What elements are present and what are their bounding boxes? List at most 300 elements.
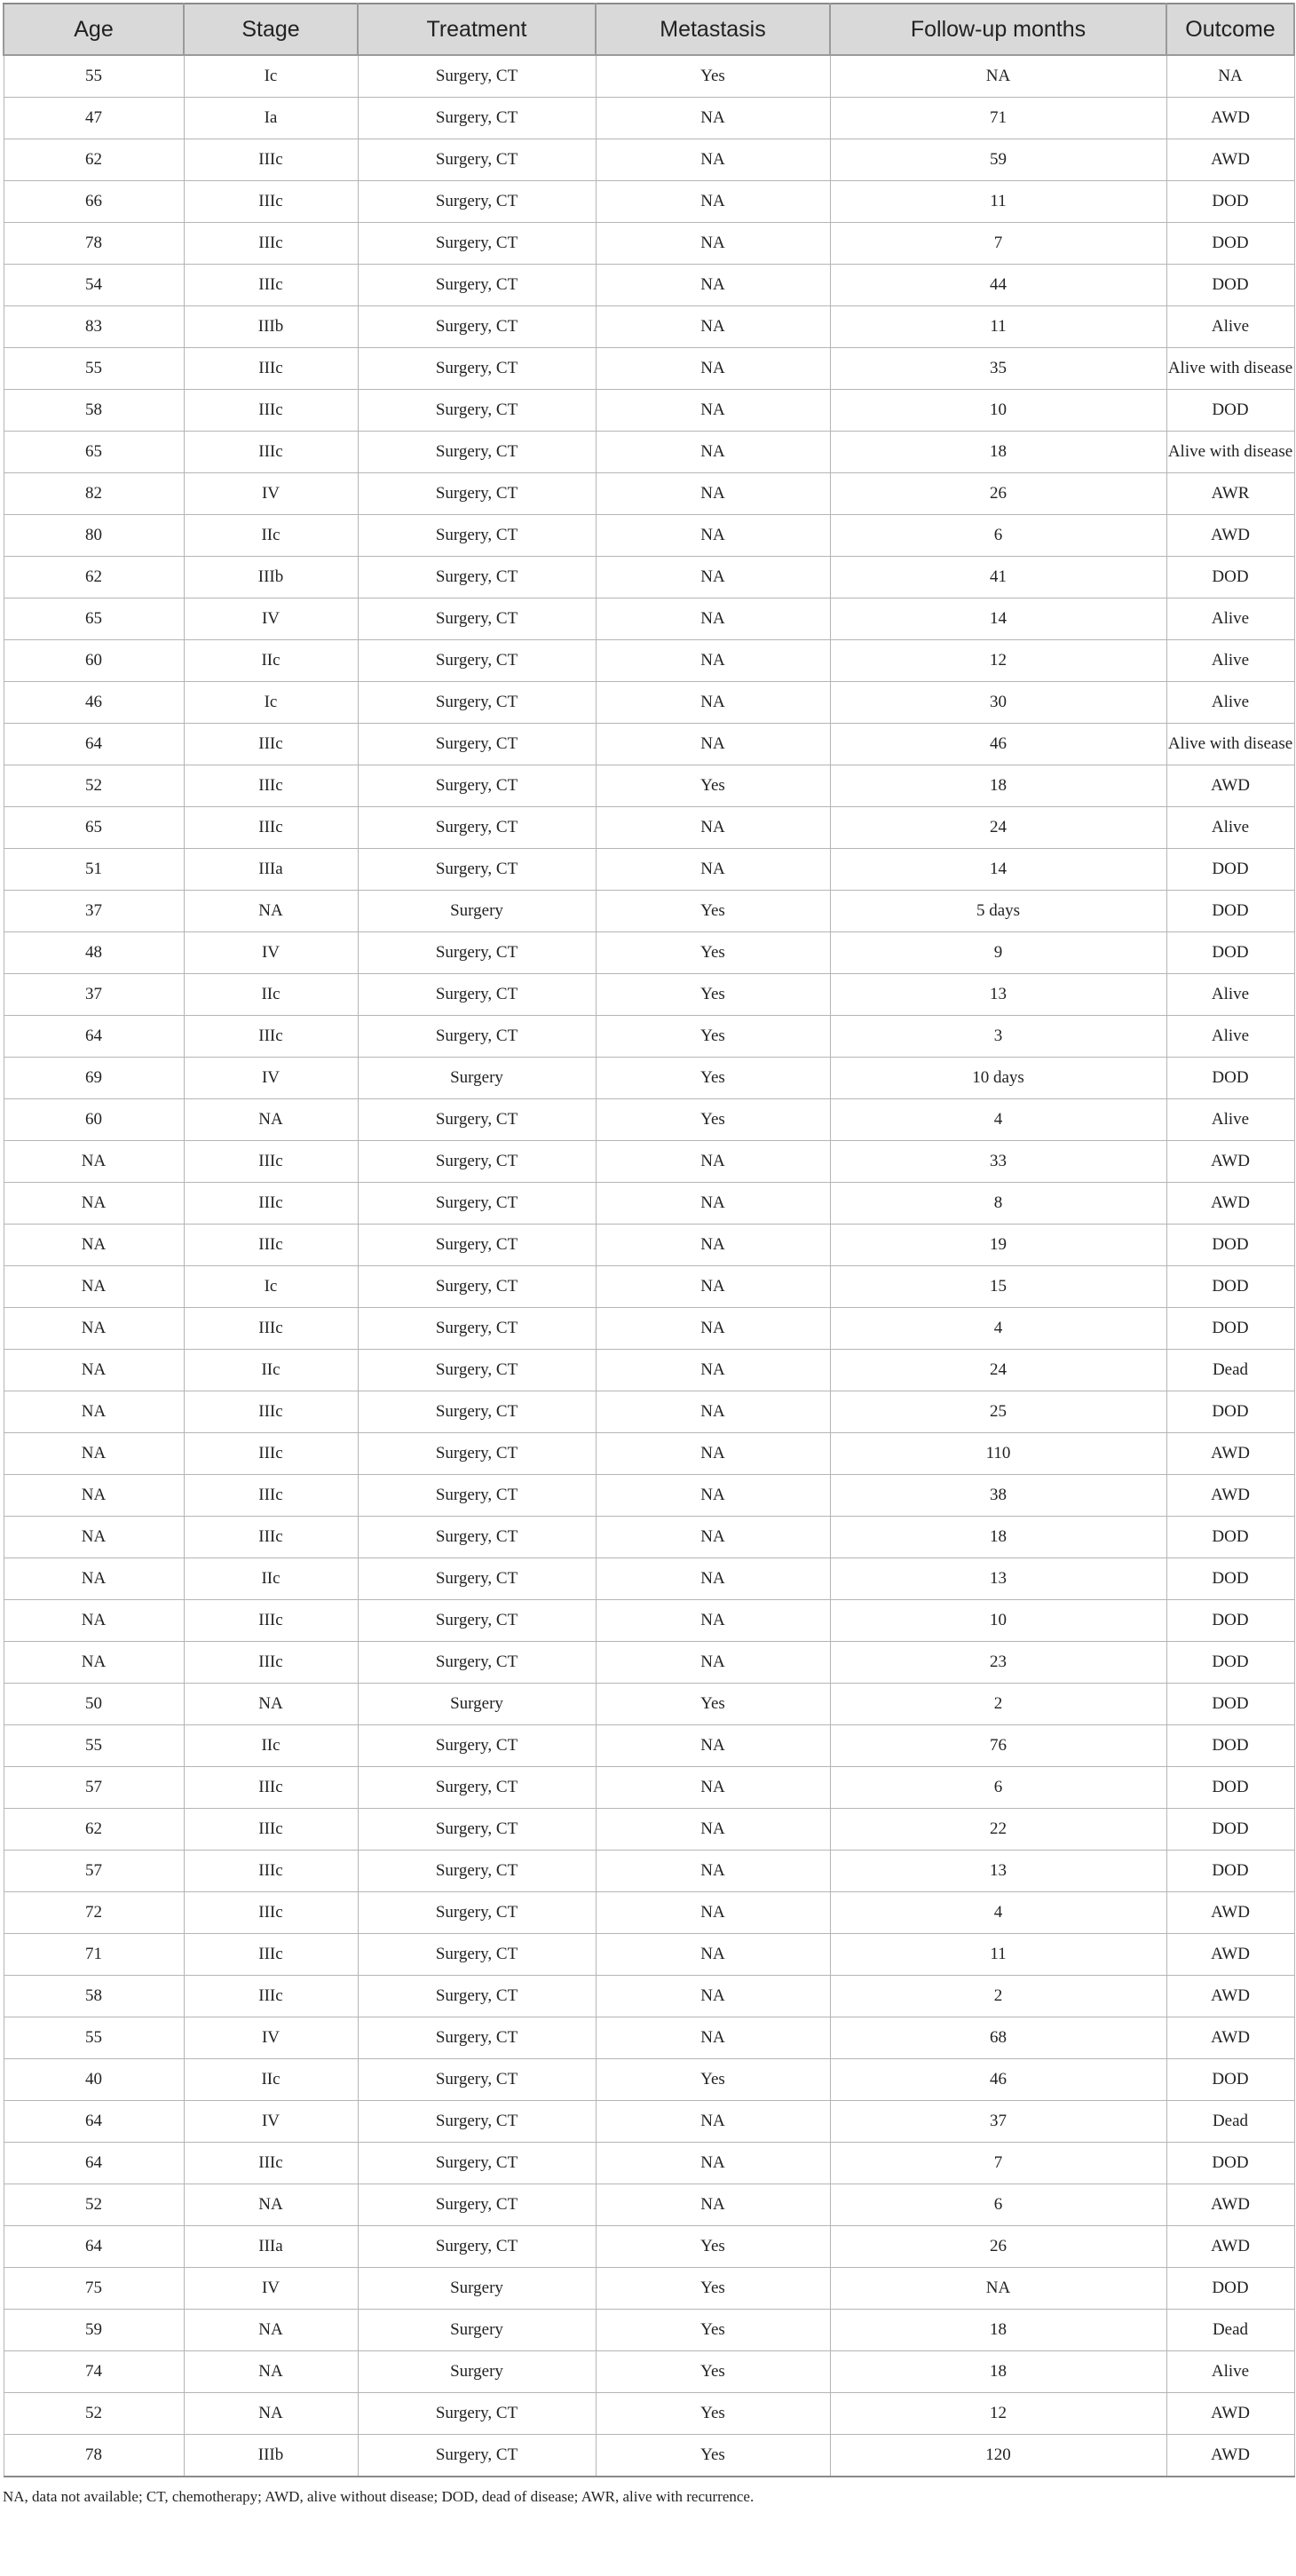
table-row (4, 1475, 1294, 1517)
cell-stage: NA (184, 2310, 358, 2351)
cell-age: 64 (4, 2101, 184, 2143)
cell-treatment: Surgery (358, 2351, 596, 2393)
cell-treatment: Surgery, CT (358, 2101, 596, 2143)
cell-stage: IV (184, 473, 358, 515)
cell-treatment: Surgery, CT (358, 2393, 596, 2435)
cell-age: 55 (4, 55, 184, 98)
cell-follow-up-months: 26 (830, 2226, 1166, 2268)
cell-outcome: DOD (1166, 891, 1294, 932)
cell-age: 62 (4, 1809, 184, 1851)
header-row (4, 4, 1294, 55)
cell-outcome: Dead (1166, 2101, 1294, 2143)
cell-metastasis: NA (596, 473, 830, 515)
table-row (4, 1308, 1294, 1350)
table-row (4, 223, 1294, 265)
cell-age: 60 (4, 640, 184, 682)
cell-follow-up-months: 120 (830, 2435, 1166, 2477)
table-row (4, 1391, 1294, 1433)
cell-metastasis: Yes (596, 2435, 830, 2477)
cell-age: NA (4, 1266, 184, 1308)
cell-treatment: Surgery, CT (358, 2226, 596, 2268)
cell-stage: IIIc (184, 432, 358, 473)
cell-outcome: DOD (1166, 557, 1294, 598)
cell-metastasis: NA (596, 223, 830, 265)
cell-outcome: AWD (1166, 1183, 1294, 1225)
document-page (0, 3, 1296, 2506)
table-row (4, 682, 1294, 724)
table-row (4, 2101, 1294, 2143)
cell-outcome: AWD (1166, 515, 1294, 557)
column-header-stage: Stage (184, 4, 358, 55)
cell-stage: IIIa (184, 2226, 358, 2268)
cell-treatment: Surgery, CT (358, 1141, 596, 1183)
cell-treatment: Surgery, CT (358, 557, 596, 598)
cell-outcome: DOD (1166, 1600, 1294, 1642)
cell-metastasis: Yes (596, 1058, 830, 1099)
cell-metastasis: Yes (596, 1099, 830, 1141)
cell-metastasis: NA (596, 1851, 830, 1892)
cell-stage: IV (184, 1058, 358, 1099)
table-footnote: NA, data not available; CT, chemotherapy; AWD, alive without disease; DOD, dead of disease; AWR, alive with recurrence. (3, 2488, 755, 2505)
cell-treatment: Surgery, CT (358, 1851, 596, 1892)
cell-metastasis: NA (596, 1517, 830, 1558)
cell-age: 64 (4, 2143, 184, 2184)
table-body (4, 55, 1294, 2477)
cell-treatment: Surgery, CT (358, 2435, 596, 2477)
cell-stage: IIIc (184, 1809, 358, 1851)
cell-follow-up-months: 11 (830, 181, 1166, 223)
cell-age: 57 (4, 1851, 184, 1892)
cell-stage: NA (184, 891, 358, 932)
cell-age: 64 (4, 1016, 184, 1058)
table-header (4, 4, 1294, 55)
cell-follow-up-months: 6 (830, 515, 1166, 557)
cell-outcome: AWD (1166, 1892, 1294, 1934)
cell-outcome: Alive (1166, 598, 1294, 640)
cell-age: 65 (4, 807, 184, 849)
cell-age: 59 (4, 2310, 184, 2351)
cell-follow-up-months: 24 (830, 807, 1166, 849)
table-row (4, 1016, 1294, 1058)
cell-stage: IIIc (184, 1016, 358, 1058)
table-row (4, 1892, 1294, 1934)
cell-treatment: Surgery, CT (358, 1308, 596, 1350)
cell-metastasis: Yes (596, 932, 830, 974)
cell-stage: IIIc (184, 265, 358, 306)
cell-treatment: Surgery, CT (358, 432, 596, 473)
table-row (4, 2226, 1294, 2268)
cell-treatment: Surgery, CT (358, 473, 596, 515)
cell-follow-up-months: 35 (830, 348, 1166, 390)
cell-follow-up-months: 38 (830, 1475, 1166, 1517)
table-row (4, 2435, 1294, 2477)
cell-follow-up-months: 10 (830, 1600, 1166, 1642)
cell-metastasis: Yes (596, 2351, 830, 2393)
cell-treatment: Surgery, CT (358, 807, 596, 849)
cell-treatment: Surgery, CT (358, 1725, 596, 1767)
cell-stage: Ic (184, 682, 358, 724)
cell-stage: IIc (184, 1350, 358, 1391)
table-row (4, 1225, 1294, 1266)
cell-outcome: Alive (1166, 974, 1294, 1016)
table-row (4, 473, 1294, 515)
table-row (4, 2017, 1294, 2059)
table-row (4, 2268, 1294, 2310)
table-row (4, 1851, 1294, 1892)
cell-treatment: Surgery, CT (358, 2017, 596, 2059)
cell-metastasis: NA (596, 515, 830, 557)
cell-age: 60 (4, 1099, 184, 1141)
table-row (4, 1099, 1294, 1141)
table-row (4, 55, 1294, 98)
table-row (4, 2143, 1294, 2184)
cell-age: NA (4, 1517, 184, 1558)
cell-stage: IIIc (184, 1642, 358, 1684)
cell-stage: IIIc (184, 1892, 358, 1934)
cell-treatment: Surgery, CT (358, 1099, 596, 1141)
cell-metastasis: NA (596, 2143, 830, 2184)
cell-stage: IIIc (184, 1600, 358, 1642)
cell-stage: IIc (184, 515, 358, 557)
cell-follow-up-months: 23 (830, 1642, 1166, 1684)
cell-metastasis: NA (596, 2017, 830, 2059)
table-row (4, 849, 1294, 891)
cell-stage: IIIc (184, 1767, 358, 1809)
cell-age: 48 (4, 932, 184, 974)
cell-age: 78 (4, 2435, 184, 2477)
table-row (4, 891, 1294, 932)
cell-age: NA (4, 1600, 184, 1642)
cell-stage: IIIa (184, 849, 358, 891)
cell-follow-up-months: 46 (830, 2059, 1166, 2101)
table-row (4, 557, 1294, 598)
table-row (4, 390, 1294, 432)
cell-follow-up-months: 11 (830, 306, 1166, 348)
cell-age: NA (4, 1391, 184, 1433)
cell-metastasis: NA (596, 1266, 830, 1308)
cell-outcome: AWD (1166, 2435, 1294, 2477)
cell-outcome: AWD (1166, 1934, 1294, 1976)
cell-metastasis: Yes (596, 1016, 830, 1058)
cell-follow-up-months: 18 (830, 2310, 1166, 2351)
cell-age: 55 (4, 1725, 184, 1767)
column-header-outcome: Outcome (1166, 4, 1294, 55)
cell-follow-up-months: 13 (830, 1851, 1166, 1892)
table-row (4, 98, 1294, 139)
cell-metastasis: NA (596, 265, 830, 306)
cell-treatment: Surgery, CT (358, 1016, 596, 1058)
table-row (4, 640, 1294, 682)
cell-metastasis: NA (596, 1433, 830, 1475)
cell-stage: IIIc (184, 765, 358, 807)
cell-stage: IV (184, 598, 358, 640)
cell-follow-up-months: 24 (830, 1350, 1166, 1391)
cell-treatment: Surgery, CT (358, 98, 596, 139)
cell-metastasis: NA (596, 1767, 830, 1809)
cell-treatment: Surgery, CT (358, 1809, 596, 1851)
table-row (4, 306, 1294, 348)
cell-treatment: Surgery, CT (358, 1183, 596, 1225)
table-row (4, 1183, 1294, 1225)
cell-metastasis: NA (596, 306, 830, 348)
cell-follow-up-months: 13 (830, 1558, 1166, 1600)
cell-metastasis: Yes (596, 891, 830, 932)
cell-age: 80 (4, 515, 184, 557)
cell-follow-up-months: 12 (830, 2393, 1166, 2435)
table-row (4, 1350, 1294, 1391)
cell-outcome: DOD (1166, 1809, 1294, 1851)
cell-follow-up-months: 46 (830, 724, 1166, 765)
cell-treatment: Surgery, CT (358, 348, 596, 390)
cell-outcome: DOD (1166, 1308, 1294, 1350)
table-row (4, 724, 1294, 765)
cell-age: 57 (4, 1767, 184, 1809)
cell-treatment: Surgery, CT (358, 139, 596, 181)
cell-stage: Ic (184, 55, 358, 98)
cell-age: 54 (4, 265, 184, 306)
cell-metastasis: NA (596, 348, 830, 390)
table-row (4, 1266, 1294, 1308)
cell-follow-up-months: 26 (830, 473, 1166, 515)
table-row (4, 1558, 1294, 1600)
cell-age: 55 (4, 348, 184, 390)
cell-outcome: DOD (1166, 932, 1294, 974)
cell-follow-up-months: 18 (830, 765, 1166, 807)
cell-metastasis: NA (596, 1475, 830, 1517)
cell-stage: NA (184, 1684, 358, 1725)
cell-metastasis: Yes (596, 765, 830, 807)
cell-stage: IIIc (184, 2143, 358, 2184)
cell-outcome: DOD (1166, 1266, 1294, 1308)
column-header-treatment: Treatment (358, 4, 596, 55)
cell-metastasis: Yes (596, 2310, 830, 2351)
cell-metastasis: NA (596, 724, 830, 765)
cell-stage: IIc (184, 1558, 358, 1600)
table-row (4, 1058, 1294, 1099)
cell-age: 52 (4, 2393, 184, 2435)
cell-age: 52 (4, 2184, 184, 2226)
cell-age: NA (4, 1350, 184, 1391)
cell-age: 51 (4, 849, 184, 891)
table-row (4, 1767, 1294, 1809)
cell-stage: IIIc (184, 807, 358, 849)
table-row (4, 2393, 1294, 2435)
cell-treatment: Surgery, CT (358, 765, 596, 807)
cell-stage: IV (184, 932, 358, 974)
cell-age: 75 (4, 2268, 184, 2310)
cell-metastasis: NA (596, 1809, 830, 1851)
cell-age: 62 (4, 557, 184, 598)
cell-treatment: Surgery, CT (358, 1475, 596, 1517)
cell-treatment: Surgery, CT (358, 640, 596, 682)
cell-metastasis: Yes (596, 1684, 830, 1725)
cell-treatment: Surgery, CT (358, 223, 596, 265)
cell-follow-up-months: 13 (830, 974, 1166, 1016)
cell-treatment: Surgery, CT (358, 598, 596, 640)
cell-treatment: Surgery, CT (358, 1350, 596, 1391)
cell-follow-up-months: 18 (830, 1517, 1166, 1558)
cell-age: 62 (4, 139, 184, 181)
table-row (4, 1934, 1294, 1976)
cell-stage: NA (184, 2393, 358, 2435)
table-row (4, 515, 1294, 557)
table-row (4, 348, 1294, 390)
cell-outcome: DOD (1166, 1558, 1294, 1600)
cell-stage: NA (184, 1099, 358, 1141)
cell-outcome: DOD (1166, 1225, 1294, 1266)
cell-follow-up-months: 18 (830, 432, 1166, 473)
cell-outcome: AWD (1166, 1433, 1294, 1475)
cell-metastasis: NA (596, 390, 830, 432)
table-row (4, 1517, 1294, 1558)
cell-metastasis: Yes (596, 2393, 830, 2435)
cell-follow-up-months: 5 days (830, 891, 1166, 932)
cell-follow-up-months: 25 (830, 1391, 1166, 1433)
cell-outcome: DOD (1166, 2268, 1294, 2310)
table-row (4, 1684, 1294, 1725)
cell-treatment: Surgery, CT (358, 515, 596, 557)
cell-metastasis: NA (596, 1225, 830, 1266)
cell-treatment: Surgery, CT (358, 1391, 596, 1433)
cell-age: NA (4, 1141, 184, 1183)
cell-stage: IIIc (184, 1976, 358, 2017)
cell-treatment: Surgery, CT (358, 1517, 596, 1558)
cell-treatment: Surgery, CT (358, 2059, 596, 2101)
cell-age: 64 (4, 724, 184, 765)
cell-follow-up-months: 7 (830, 223, 1166, 265)
cell-metastasis: Yes (596, 974, 830, 1016)
cell-treatment: Surgery, CT (358, 1767, 596, 1809)
cell-metastasis: NA (596, 1558, 830, 1600)
cell-treatment: Surgery, CT (358, 974, 596, 1016)
table-row (4, 1600, 1294, 1642)
cell-metastasis: NA (596, 1308, 830, 1350)
cell-stage: Ia (184, 98, 358, 139)
cell-stage: IIc (184, 1725, 358, 1767)
cell-outcome: NA (1166, 55, 1294, 98)
cell-stage: IIc (184, 640, 358, 682)
cell-age: 58 (4, 390, 184, 432)
cell-metastasis: NA (596, 640, 830, 682)
table-row (4, 1433, 1294, 1475)
cell-outcome: Dead (1166, 1350, 1294, 1391)
cell-age: 74 (4, 2351, 184, 2393)
cell-treatment: Surgery, CT (358, 1934, 596, 1976)
table-row (4, 974, 1294, 1016)
cell-follow-up-months: 6 (830, 1767, 1166, 1809)
cell-outcome: DOD (1166, 390, 1294, 432)
cell-outcome: Alive with disease (1166, 724, 1294, 765)
cell-metastasis: NA (596, 807, 830, 849)
cell-metastasis: Yes (596, 55, 830, 98)
cell-follow-up-months: 71 (830, 98, 1166, 139)
cell-outcome: Alive with disease (1166, 432, 1294, 473)
patient-data-table (3, 3, 1295, 2477)
cell-outcome: AWD (1166, 139, 1294, 181)
cell-metastasis: NA (596, 1183, 830, 1225)
cell-stage: NA (184, 2351, 358, 2393)
cell-outcome: DOD (1166, 1851, 1294, 1892)
cell-outcome: AWD (1166, 1976, 1294, 2017)
cell-stage: IIIc (184, 1141, 358, 1183)
cell-follow-up-months: 33 (830, 1141, 1166, 1183)
cell-treatment: Surgery, CT (358, 849, 596, 891)
cell-stage: IIIc (184, 139, 358, 181)
cell-treatment: Surgery, CT (358, 724, 596, 765)
cell-outcome: DOD (1166, 1517, 1294, 1558)
cell-age: NA (4, 1642, 184, 1684)
cell-age: 37 (4, 974, 184, 1016)
cell-follow-up-months: 14 (830, 849, 1166, 891)
cell-treatment: Surgery, CT (358, 1892, 596, 1934)
cell-outcome: DOD (1166, 1391, 1294, 1433)
cell-metastasis: NA (596, 1725, 830, 1767)
cell-age: 69 (4, 1058, 184, 1099)
cell-outcome: AWD (1166, 98, 1294, 139)
cell-age: 65 (4, 598, 184, 640)
table-row (4, 1725, 1294, 1767)
cell-age: 52 (4, 765, 184, 807)
cell-metastasis: NA (596, 432, 830, 473)
cell-stage: IIIc (184, 1391, 358, 1433)
cell-stage: IIIc (184, 1517, 358, 1558)
cell-outcome: AWD (1166, 765, 1294, 807)
cell-age: NA (4, 1558, 184, 1600)
cell-stage: IIIc (184, 1851, 358, 1892)
cell-treatment: Surgery, CT (358, 1558, 596, 1600)
cell-follow-up-months: 12 (830, 640, 1166, 682)
cell-stage: IV (184, 2268, 358, 2310)
cell-stage: IIIc (184, 223, 358, 265)
cell-follow-up-months: 15 (830, 1266, 1166, 1308)
cell-treatment: Surgery (358, 1684, 596, 1725)
cell-metastasis: NA (596, 1934, 830, 1976)
cell-stage: IIIb (184, 306, 358, 348)
cell-metastasis: NA (596, 557, 830, 598)
cell-metastasis: NA (596, 849, 830, 891)
cell-follow-up-months: 30 (830, 682, 1166, 724)
cell-follow-up-months: 110 (830, 1433, 1166, 1475)
cell-treatment: Surgery, CT (358, 1600, 596, 1642)
cell-outcome: Alive (1166, 2351, 1294, 2393)
table-row (4, 1976, 1294, 2017)
table-row (4, 932, 1294, 974)
cell-outcome: DOD (1166, 1684, 1294, 1725)
cell-stage: IIIc (184, 1475, 358, 1517)
cell-follow-up-months: 2 (830, 1684, 1166, 1725)
cell-outcome: DOD (1166, 2143, 1294, 2184)
cell-age: NA (4, 1225, 184, 1266)
cell-age: 78 (4, 223, 184, 265)
cell-metastasis: Yes (596, 2059, 830, 2101)
cell-outcome: AWD (1166, 2393, 1294, 2435)
cell-stage: IIIc (184, 390, 358, 432)
cell-stage: IIIb (184, 2435, 358, 2477)
cell-follow-up-months: 14 (830, 598, 1166, 640)
cell-outcome: DOD (1166, 1642, 1294, 1684)
cell-stage: IIc (184, 974, 358, 1016)
cell-follow-up-months: NA (830, 2268, 1166, 2310)
cell-age: 58 (4, 1976, 184, 2017)
cell-follow-up-months: 22 (830, 1809, 1166, 1851)
cell-metastasis: NA (596, 181, 830, 223)
cell-treatment: Surgery, CT (358, 390, 596, 432)
cell-follow-up-months: 6 (830, 2184, 1166, 2226)
cell-stage: IIIc (184, 724, 358, 765)
cell-age: 40 (4, 2059, 184, 2101)
cell-outcome: AWD (1166, 2184, 1294, 2226)
cell-stage: IV (184, 2017, 358, 2059)
